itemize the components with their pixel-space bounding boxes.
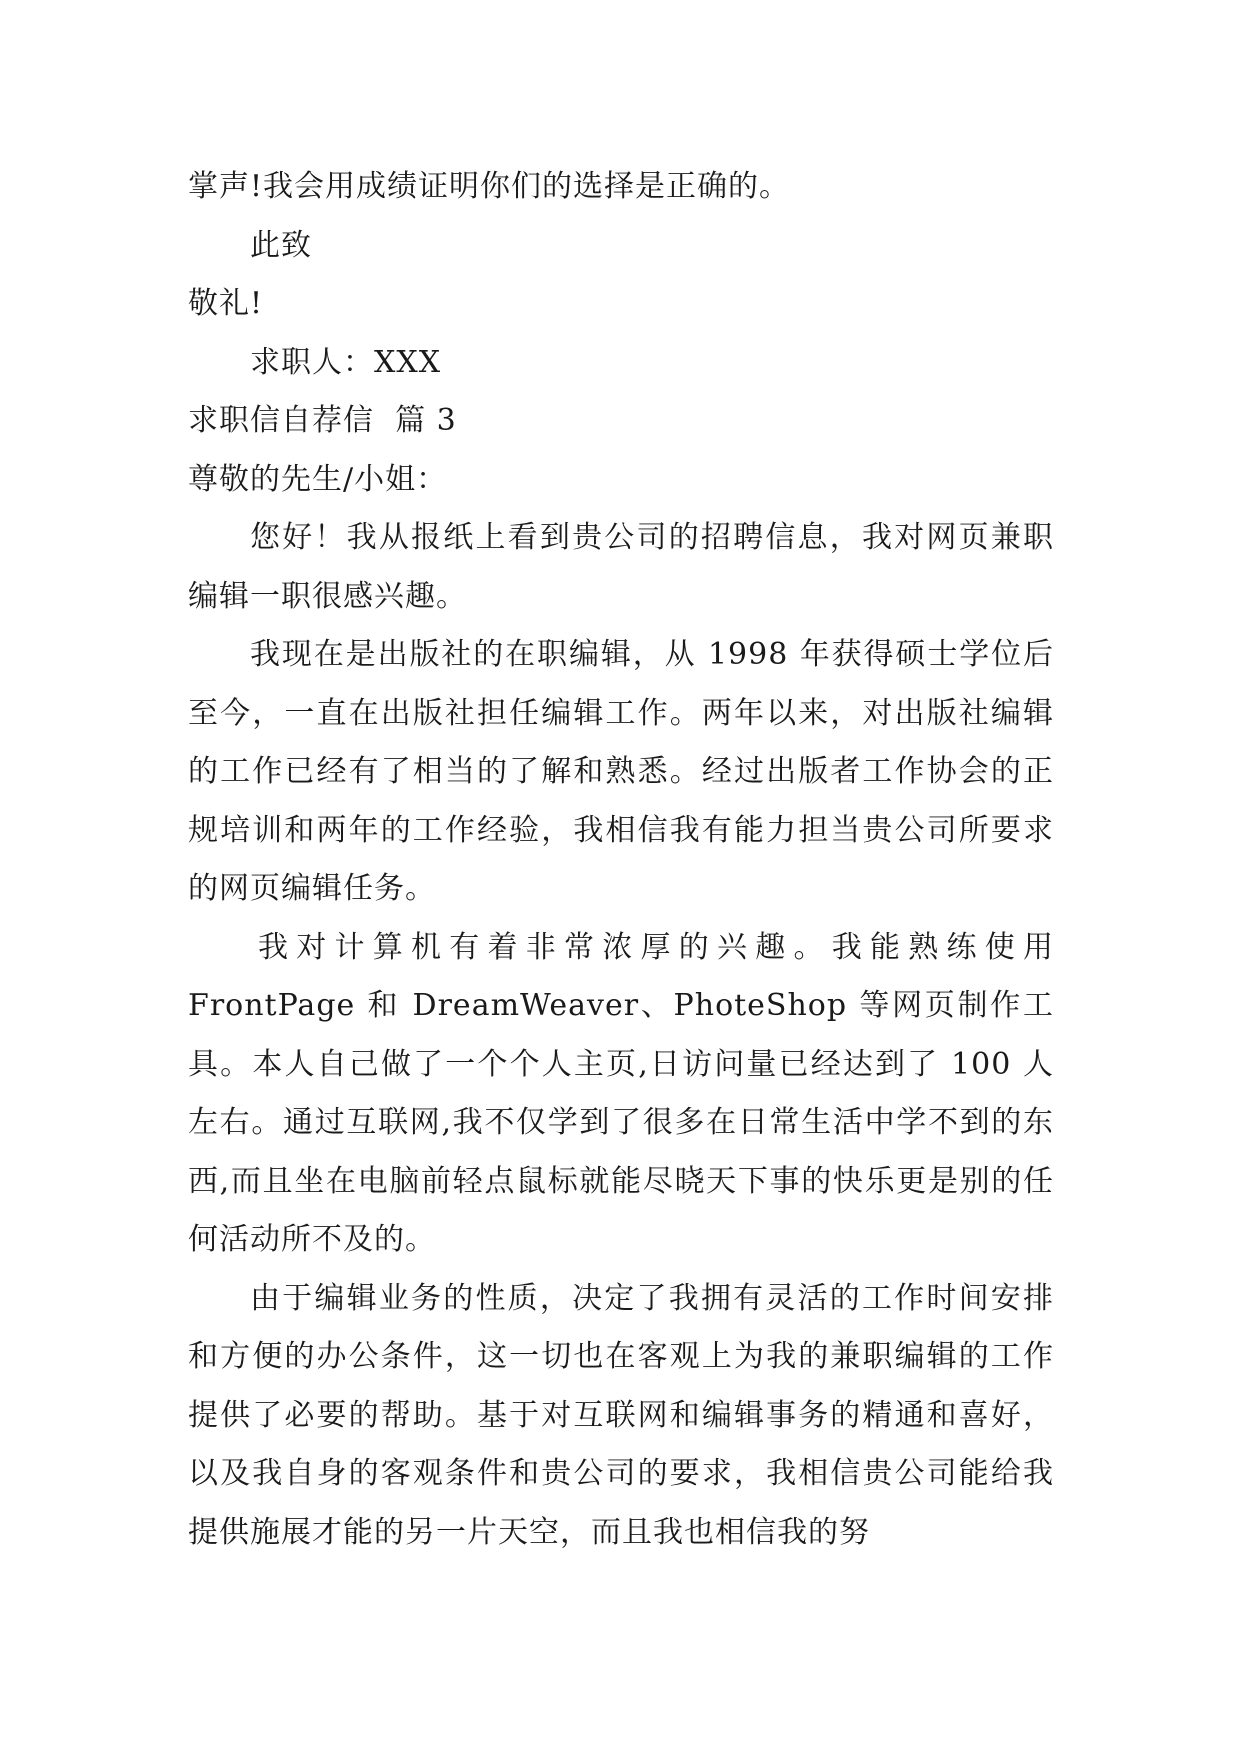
document-body — [188, 158, 1054, 1562]
continued-paragraph: 掌声!我会用成绩证明你们的选择是正确的。 — [188, 169, 791, 204]
signature-line: 求职人：XXX — [250, 344, 442, 380]
section-title: 求职信自荐信 篇 3 — [188, 403, 457, 438]
closing-line-2: 敬礼! — [188, 286, 264, 321]
paragraph-3: 我对计算机有着非常浓厚的兴趣。我能熟练使用 FrontPage 和 DreamWeaver、PhoteShop 等网页制作工具。本人自己做了一个个人主页,日访问量已经达到了 100 人左右。通过互联网,我不仅学到了很多在日常生活中学不到的东西,而且坐在电脑前轻点鼠标就能尽晓天下事的快乐更是别的任何活动所不及的。 — [188, 929, 1054, 1257]
paragraph-1: 您好！我从报纸上看到贵公司的招聘信息，我对网页兼职编辑一职很感兴趣。 — [188, 520, 1054, 614]
closing-line-1: 此致 — [250, 227, 312, 263]
paragraph-2: 我现在是出版社的在职编辑，从 1998 年获得硕士学位后至今，一直在出版社担任编辑工作。两年以来，对出版社编辑的工作已经有了相当的了解和熟悉。经过出版者工作协会的正规培训和两年的工作经验，我相信我有能力担当贵公司所要求的网页编辑任务。 — [188, 637, 1054, 906]
paragraph-4: 由于编辑业务的性质，决定了我拥有灵活的工作时间安排和方便的办公条件，这一切也在客观上为我的兼职编辑的工作提供了必要的帮助。基于对互联网和编辑事务的精通和喜好，以及我自身的客观条件和贵公司的要求，我相信贵公司能给我提供施展才能的另一片天空，而且我也相信我的努 — [188, 1280, 1054, 1550]
salutation: 尊敬的先生/小姐： — [188, 461, 448, 497]
